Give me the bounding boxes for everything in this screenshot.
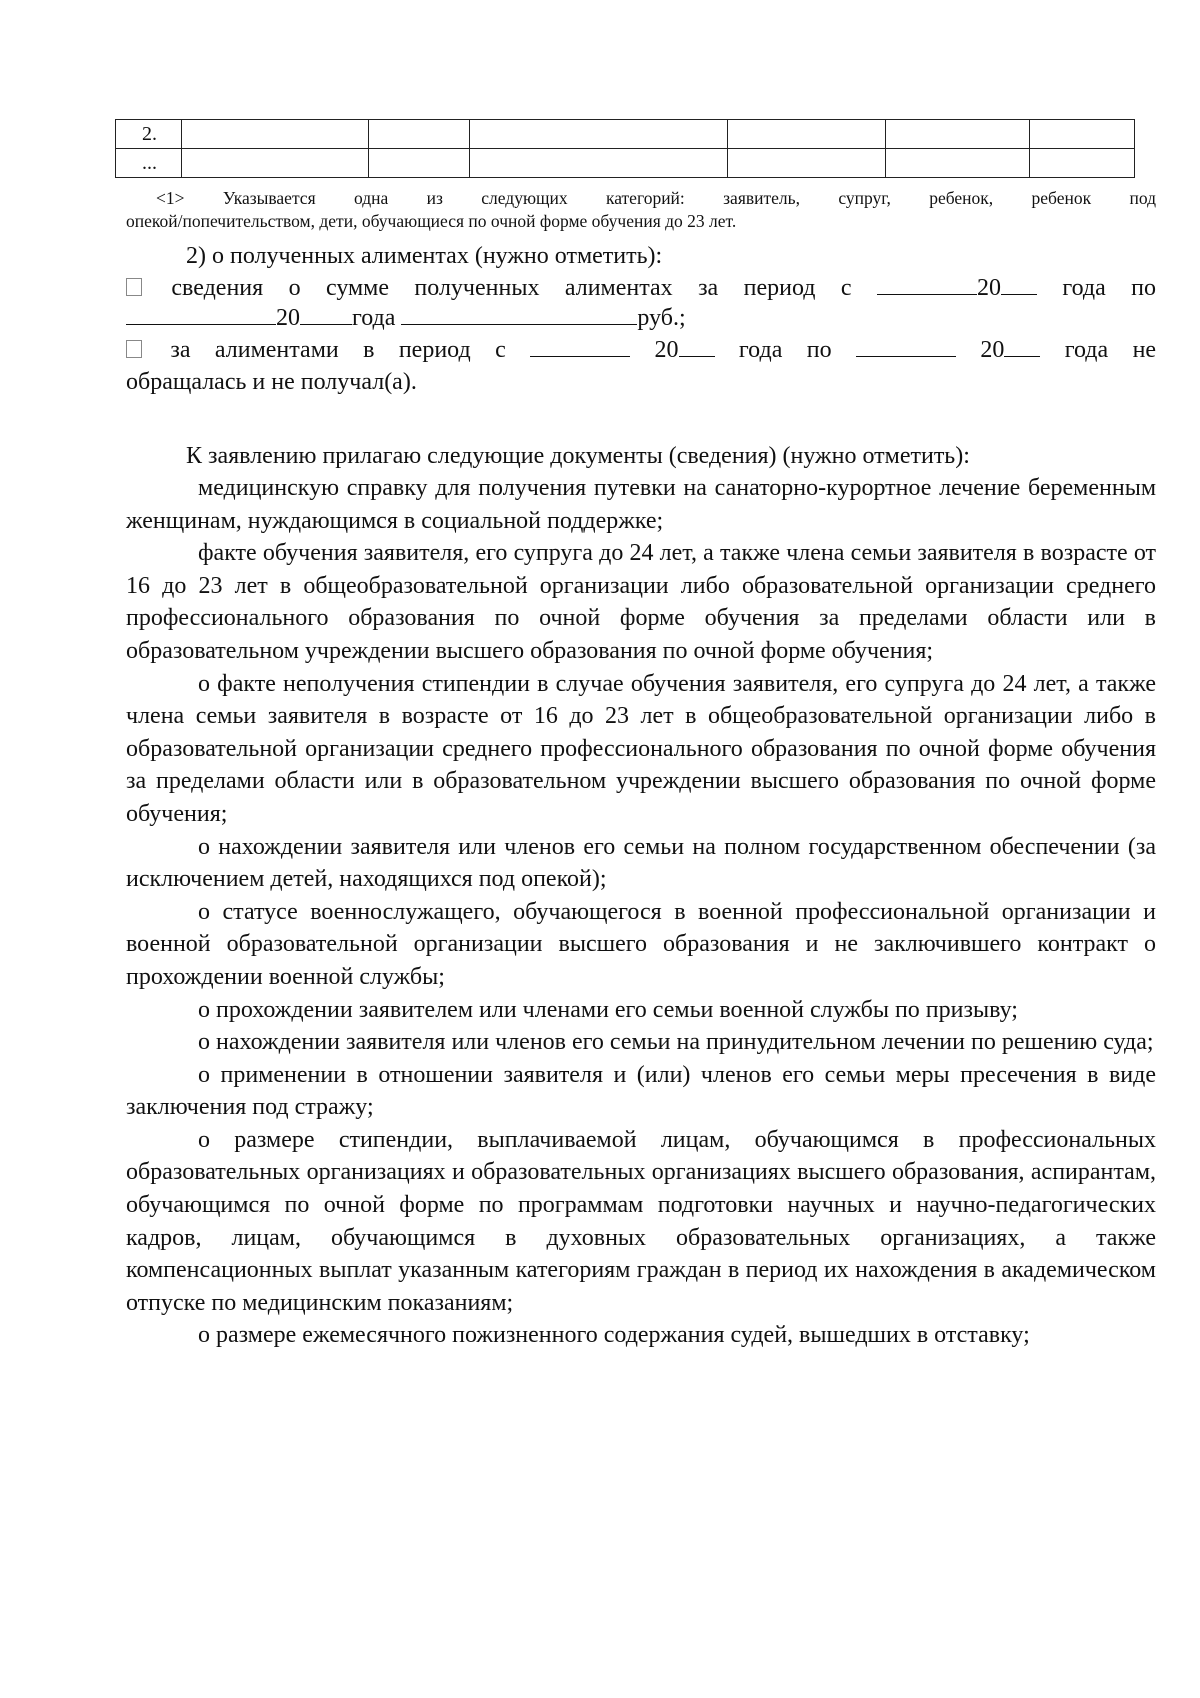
document-item: о применении в отношении заявителя и (или) членов его семьи меры пресечения в виде заключения под стражу; (126, 1061, 1156, 1121)
table-cell (886, 149, 1030, 178)
date-field[interactable] (877, 272, 977, 295)
goda-label: года (1062, 275, 1106, 301)
table-cell (182, 149, 369, 178)
option-label: сведения о сумме полученных алиментах за период с (171, 275, 852, 301)
year-field[interactable] (300, 302, 352, 325)
table-row (116, 149, 1135, 178)
table-cell (728, 149, 886, 178)
table-cell (369, 149, 470, 178)
document-item: о нахождении заявителя или членов его семьи на принудительном лечении по решению суда; (198, 1029, 1154, 1056)
table-cell (1030, 149, 1135, 178)
year-prefix: 20 (276, 305, 300, 331)
document-item: медицинскую справку для получения путевки на санаторно-курортное лечение беременным женщинам, нуждающимся в социальной поддержке; (126, 475, 1156, 534)
alimony-option-1 (126, 272, 1156, 304)
documents-list (126, 472, 1156, 1352)
date-field[interactable] (530, 334, 630, 357)
row-number: ... (116, 149, 182, 178)
table-cell (1030, 120, 1135, 149)
year-prefix: 20 (980, 337, 1005, 363)
rub-label: руб.; (637, 305, 686, 331)
table-row (116, 120, 1135, 149)
po-label: по (1131, 275, 1157, 301)
alimony-heading: 2) о полученных алиментах (нужно отметить): (186, 243, 663, 269)
document-item: о нахождении заявителя или членов его семьи на полном государственном обеспечении (за исключением детей, находящихся под опекой); (126, 833, 1156, 893)
footnote-line: опекой/попечительством, дети, обучающиеся по очной форме обучения до 23 лет. (126, 211, 737, 231)
alimony-option-1-cont (126, 302, 1156, 334)
alimony-option-2-end: обращалась и не получал(а). (126, 369, 417, 395)
amount-field[interactable] (401, 302, 637, 325)
year-field[interactable] (679, 334, 715, 357)
document-item: о размере стипендии, выплачиваемой лицам, обучающимся в профессиональных образовательных организациях и образовательных организациях высшего образования, аспирантам, обучающимся по очной форме по программам подготовки научных и научно-педагогических кадров, лицам, обучающимся в духовных образовательных организациях, а также компенсационных выплат указанным категориям граждан в период их нахождения в академическом отпуске по медицинским показаниям; (126, 1126, 1156, 1316)
documents-heading: К заявлению прилагаю следующие документы (сведения) (нужно отметить): (186, 443, 970, 469)
goda-label: года (738, 337, 783, 363)
table-cell (369, 120, 470, 149)
date-field[interactable] (126, 302, 276, 325)
year-prefix: 20 (976, 275, 1001, 301)
document-item: о статусе военнослужащего, обучающегося в военной профессиональной организации и военной образовательной организации высшего образования и не заключившего контракт о прохождении военной службы; (126, 898, 1156, 990)
table-cell (728, 120, 886, 149)
table-cell (470, 149, 728, 178)
document-item: факте обучения заявителя, его супруга до 24 лет, а также члена семьи заявителя в возрасте от 16 до 23 лет в общеобразовательной организации либо образовательной организации среднего профессионального образования по очной форме обучения за пределами области или в образовательном учреждении высшего образования по очной форме обучения; (126, 540, 1156, 664)
row-number: 2. (116, 120, 182, 149)
footnote (126, 187, 1156, 233)
table-cell (182, 120, 369, 149)
ne-label: не (1132, 337, 1157, 363)
date-field[interactable] (856, 334, 956, 357)
checkbox-not-received[interactable] (126, 340, 142, 358)
year-field[interactable] (1001, 272, 1037, 295)
table-cell (886, 120, 1030, 149)
option-label: за алиментами в период с (170, 337, 506, 363)
goda-label: года (1064, 337, 1109, 363)
document-item: о прохождении заявителем или членами его семьи военной службы по призыву; (198, 996, 1018, 1023)
document-item: о факте неполучения стипендии в случае обучения заявителя, его супруга до 24 лет, а также члена семьи заявителя в возрасте от 16 до 23 лет в общеобразовательной организации либо в образовательной организации среднего профессионального образования по очной форме обучения за пределами области или в образовательном учреждении высшего образования по очной форме обучения; (126, 670, 1156, 827)
footnote-line: <1> Указывается одна из следующих категорий: заявитель, супруг, ребенок, ребенок под (156, 188, 1156, 208)
year-field[interactable] (1004, 334, 1040, 357)
alimony-option-2 (126, 334, 1156, 366)
family-members-table (115, 119, 1135, 178)
po-label: по (806, 337, 832, 363)
table-cell (470, 120, 728, 149)
year-prefix: 20 (654, 337, 679, 363)
document-item: о размере ежемесячного пожизненного содержания судей, вышедших в отставку; (198, 1322, 1030, 1349)
checkbox-amount[interactable] (126, 278, 142, 296)
goda-label: года (352, 305, 396, 331)
